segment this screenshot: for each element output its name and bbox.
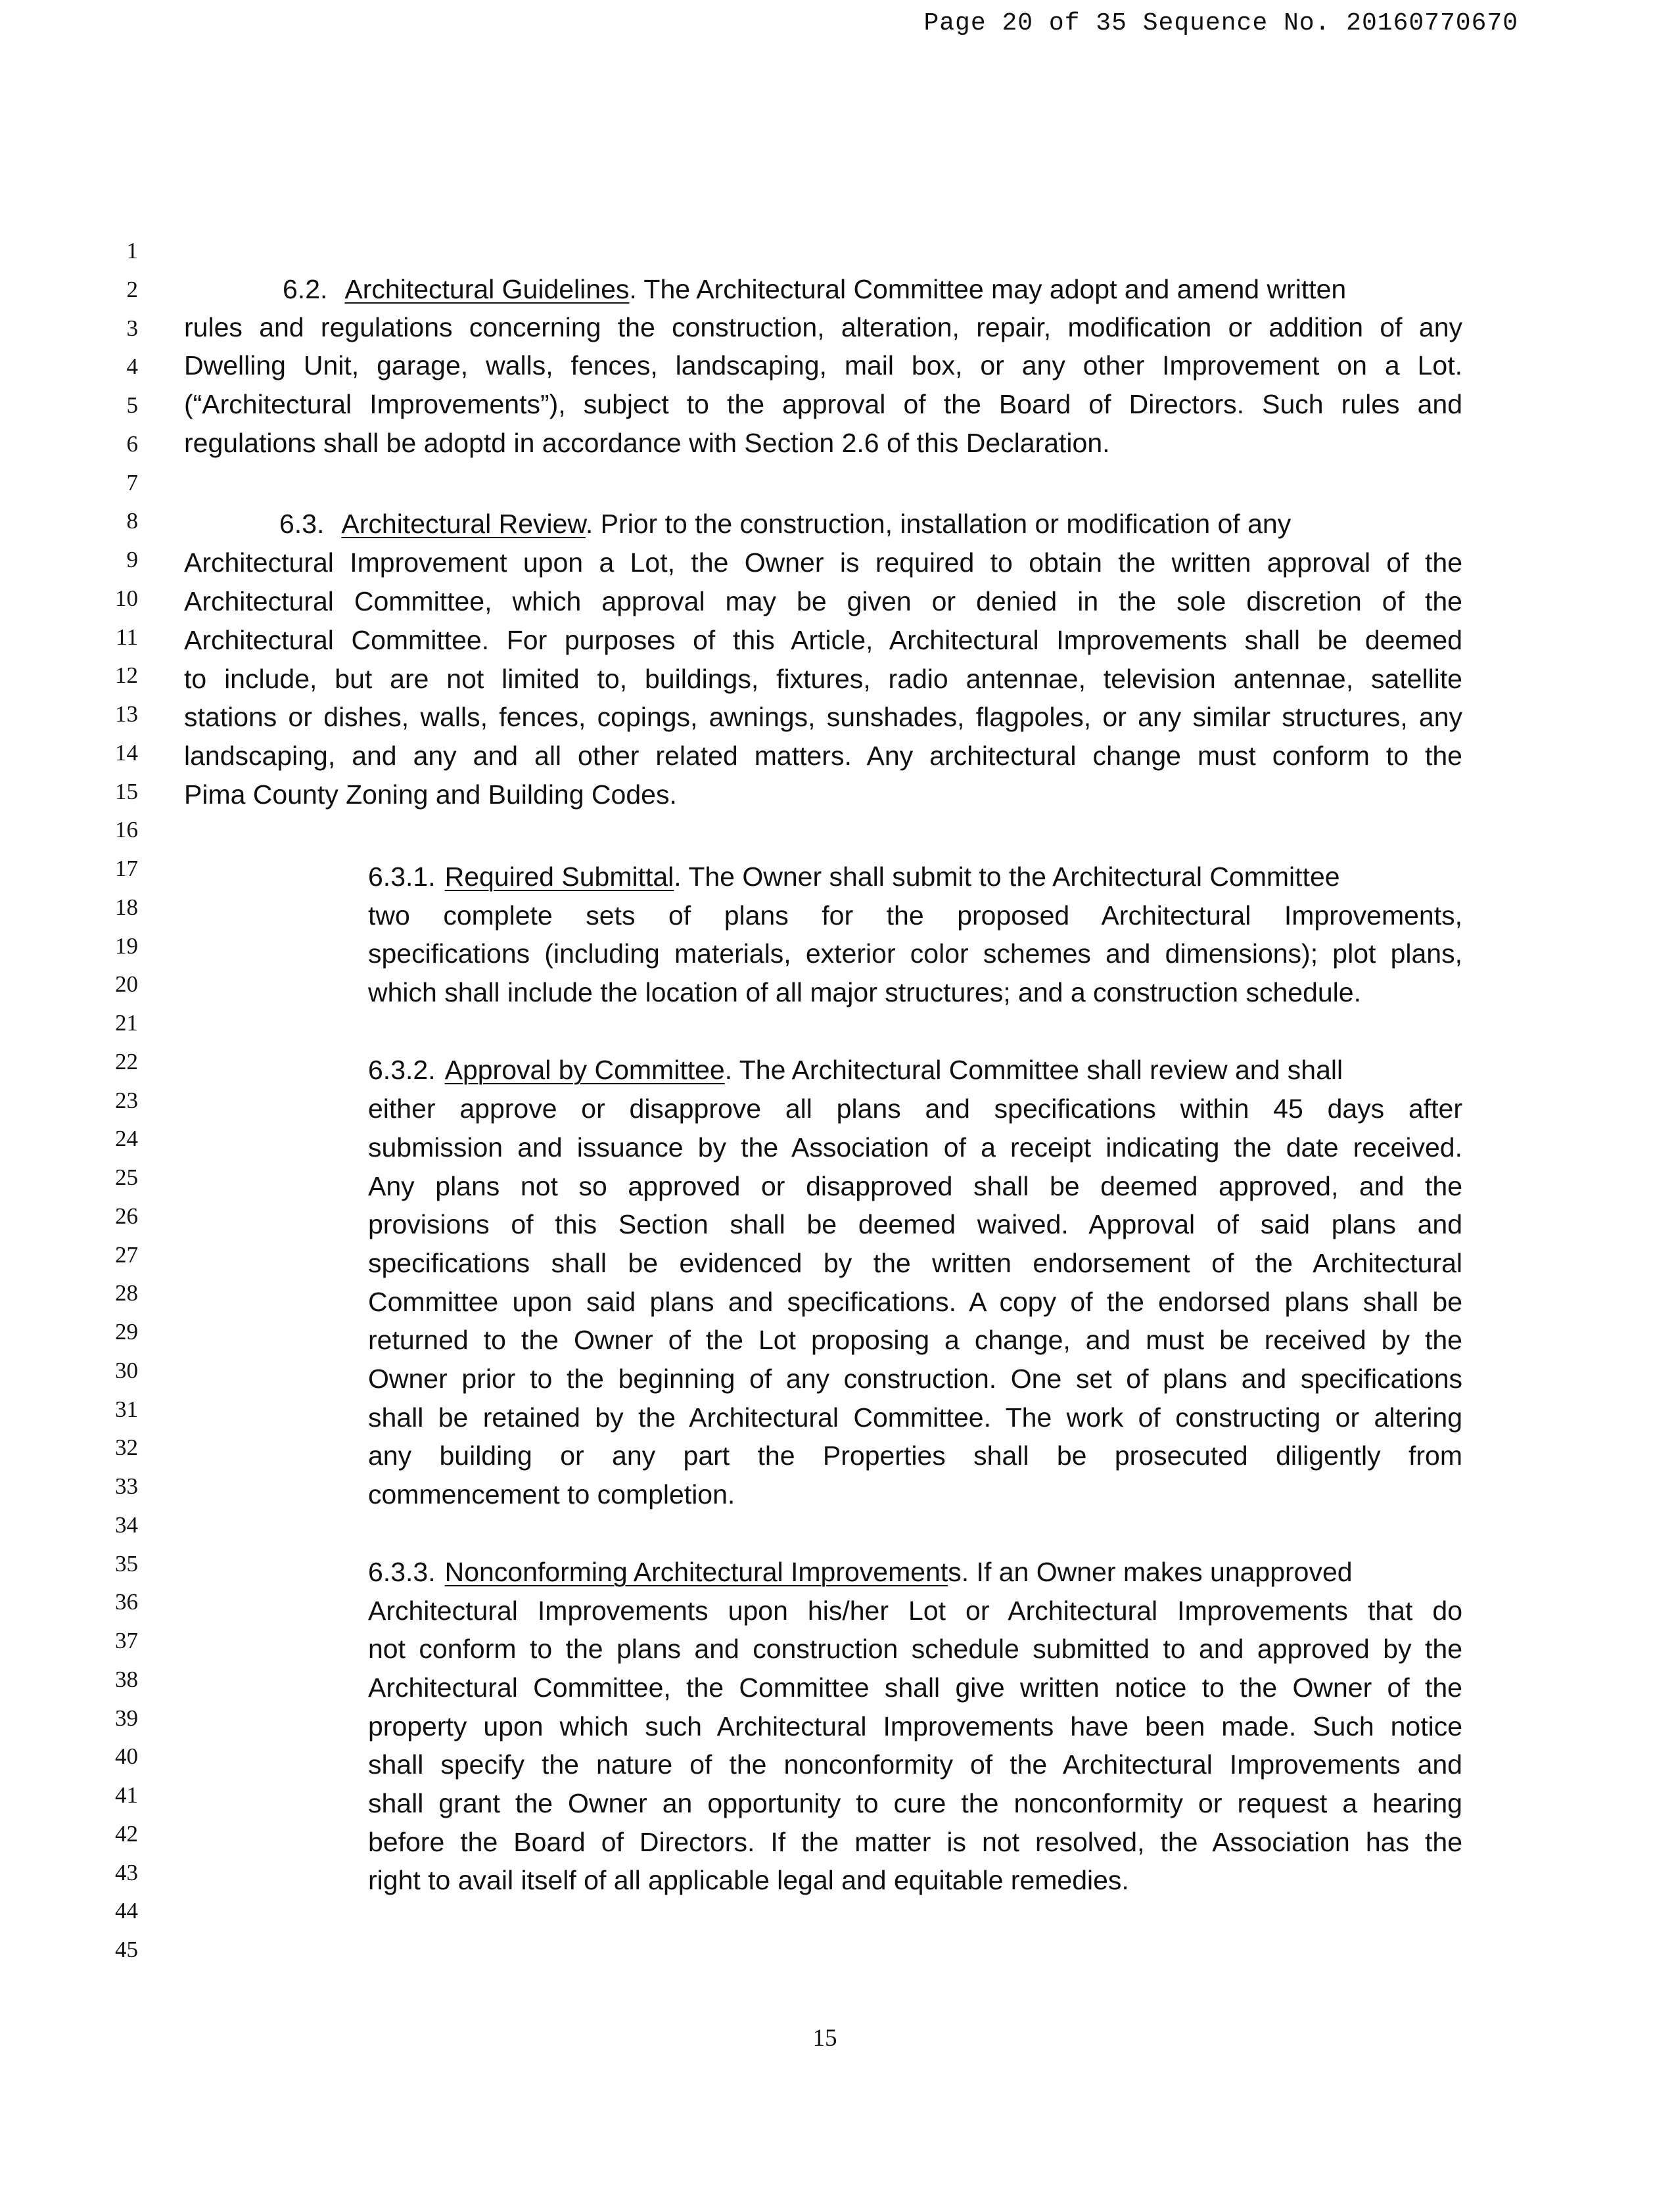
section-number: 6.3.2. (368, 1055, 436, 1085)
paragraph-line: two complete sets of plans for the proposed Architectural Improvements, (368, 900, 1462, 931)
section-text: . The Architectural Committee shall review and shall (724, 1055, 1343, 1085)
section-heading-line (184, 507, 1462, 540)
line-number: 42 (115, 1820, 138, 1847)
line-number: 17 (115, 856, 138, 881)
section-heading: Required Submittal (444, 862, 674, 892)
paragraph-line: Owner prior to the beginning of any construction. One set of plans and specifications (368, 1364, 1462, 1394)
paragraph-line: either approve or disapprove all plans and specifications within 45 days after (368, 1094, 1462, 1124)
line-number: 44 (115, 1898, 138, 1924)
line-number: 32 (115, 1435, 138, 1461)
line-number: 41 (115, 1782, 138, 1808)
line-number: 6 (126, 430, 138, 457)
line-number: 29 (115, 1319, 138, 1345)
line-number: 37 (115, 1628, 138, 1653)
line-number: 25 (115, 1164, 138, 1190)
paragraph-line: any building or any part the Properties shall be prosecuted diligently from (368, 1440, 1462, 1471)
section-number: 6.3. (279, 509, 325, 539)
paragraph-line: Architectural Committee. For purposes of this Article, Architectural Improvements shall be deemed (184, 625, 1462, 655)
paragraph-line: rules and regulations concerning the construction, alteration, repair, modification or addition of any (184, 312, 1462, 342)
paragraph-line: provisions of this Section shall be deemed waived. Approval of said plans and (368, 1209, 1462, 1239)
paragraph-line: returned to the Owner of the Lot proposing a change, and must be received by the (368, 1325, 1462, 1355)
subsection-heading-line (368, 1555, 1462, 1588)
line-number: 16 (115, 817, 138, 843)
line-number: 30 (115, 1357, 138, 1383)
line-number: 14 (115, 739, 138, 766)
paragraph-line: Architectural Improvement upon a Lot, the Owner is required to obtain the written approval of the (184, 547, 1462, 578)
section-text: . Prior to the construction, installation or modification of any (585, 509, 1292, 539)
paragraph-line: stations or dishes, walls, fences, copings, awnings, sunshades, flagpoles, or any similar structures, any (184, 702, 1462, 732)
section-text: s. If an Owner makes unapproved (948, 1557, 1353, 1587)
section-heading-line (184, 273, 1462, 306)
line-number: 18 (115, 894, 138, 920)
line-number: 22 (115, 1048, 138, 1074)
line-number: 19 (115, 933, 138, 959)
line-number: 10 (115, 585, 138, 611)
section-number: 6.2. (283, 274, 328, 304)
line-number: 2 (126, 276, 138, 302)
line-number: 9 (126, 547, 138, 572)
line-number: 31 (115, 1396, 138, 1422)
line-number: 20 (115, 971, 138, 998)
paragraph-line: shall be retained by the Architectural Committee. The work of constructing or altering (368, 1402, 1462, 1433)
paragraph-line: regulations shall be adoptd in accordance with Section 2.6 of this Declaration. (184, 428, 1110, 458)
section-text: . The Owner shall submit to the Architectural Committee (674, 862, 1340, 892)
paragraph-line: submission and issuance by the Association of a receipt indicating the date received. (368, 1132, 1462, 1163)
line-number: 1 (126, 238, 138, 264)
paragraph-line: Architectural Committee, the Committee shall give written notice to the Owner of the (368, 1672, 1462, 1703)
paragraph-line: specifications shall be evidenced by the written endorsement of the Architectural (368, 1248, 1462, 1278)
paragraph-line: Architectural Improvements upon his/her Lot or Architectural Improvements that do (368, 1596, 1462, 1626)
paragraph-line: commencement to completion. (368, 1479, 735, 1509)
line-number: 28 (115, 1280, 138, 1306)
line-number: 35 (115, 1550, 138, 1577)
line-number: 3 (126, 315, 138, 341)
line-number: 15 (115, 778, 138, 804)
section-text: . The Architectural Committee may adopt and amend written (629, 274, 1347, 304)
section-number: 6.3.3. (368, 1557, 436, 1587)
paragraph-line: shall grant the Owner an opportunity to cure the nonconformity or request a hearing (368, 1788, 1462, 1818)
line-number: 39 (115, 1705, 138, 1731)
line-number: 40 (115, 1743, 138, 1770)
paragraph-line: Architectural Committee, which approval may be given or denied in the sole discretion of the (184, 586, 1462, 616)
section-number: 6.3.1. (368, 862, 436, 892)
paragraph-line: specifications (including materials, exterior color schemes and dimensions); plot plans, (368, 938, 1462, 969)
subsection-heading-line (368, 860, 1462, 893)
page-header: Page 20 of 35 Sequence No. 20160770670 (923, 9, 1518, 37)
line-number: 34 (115, 1511, 138, 1538)
line-number: 33 (115, 1473, 138, 1499)
line-number: 43 (115, 1859, 138, 1885)
line-number: 12 (115, 662, 138, 689)
paragraph-line: Any plans not so approved or disapproved shall be deemed approved, and the (368, 1171, 1462, 1201)
paragraph-line: right to avail itself of all applicable legal and equitable remedies. (368, 1865, 1129, 1895)
line-number: 7 (126, 469, 138, 495)
line-number: 26 (115, 1203, 138, 1229)
paragraph-line: not conform to the plans and construction schedule submitted to and approved by the (368, 1634, 1462, 1664)
line-number: 38 (115, 1666, 138, 1692)
line-number: 13 (115, 701, 138, 727)
section-heading: Architectural Guidelines (344, 274, 630, 304)
line-number: 23 (115, 1087, 138, 1113)
line-number: 27 (115, 1241, 138, 1268)
paragraph-line: shall specify the nature of the nonconformity of the Architectural Improvements and (368, 1749, 1462, 1780)
line-number: 11 (116, 624, 138, 650)
line-number: 5 (126, 392, 138, 418)
line-number: 4 (126, 354, 138, 380)
paragraph-line: Committee upon said plans and specifications. A copy of the endorsed plans shall be (368, 1287, 1462, 1317)
paragraph-line: property upon which such Architectural Improvements have been made. Such notice (368, 1711, 1462, 1741)
paragraph-line: to include, but are not limited to, buildings, fixtures, radio antennae, television antennae, satellite (184, 664, 1462, 694)
line-number: 36 (115, 1589, 138, 1615)
paragraph-line: Pima County Zoning and Building Codes. (184, 779, 677, 810)
paragraph-line: before the Board of Directors. If the matter is not resolved, the Association has the (368, 1827, 1462, 1857)
subsection-heading-line (368, 1053, 1462, 1086)
section-heading: Architectural Review (341, 509, 586, 539)
line-number: 45 (115, 1937, 138, 1962)
line-number: 8 (126, 508, 138, 534)
line-number: 24 (115, 1126, 138, 1152)
section-heading: Nonconforming Architectural Improvement (444, 1557, 948, 1587)
paragraph-line: (“Architectural Improvements”), subject to the approval of the Board of Directors. Such rules and (184, 389, 1462, 419)
section-heading: Approval by Committee (444, 1055, 725, 1085)
line-number: 21 (115, 1010, 138, 1036)
paragraph-line: landscaping, and any and all other related matters. Any architectural change must conform to the (184, 741, 1462, 771)
page-number: 15 (812, 2025, 837, 2052)
paragraph-line: which shall include the location of all major structures; and a construction schedule. (368, 977, 1361, 1007)
paragraph-line: Dwelling Unit, garage, walls, fences, landscaping, mail box, or any other Improvement on a Lot. (184, 350, 1462, 380)
